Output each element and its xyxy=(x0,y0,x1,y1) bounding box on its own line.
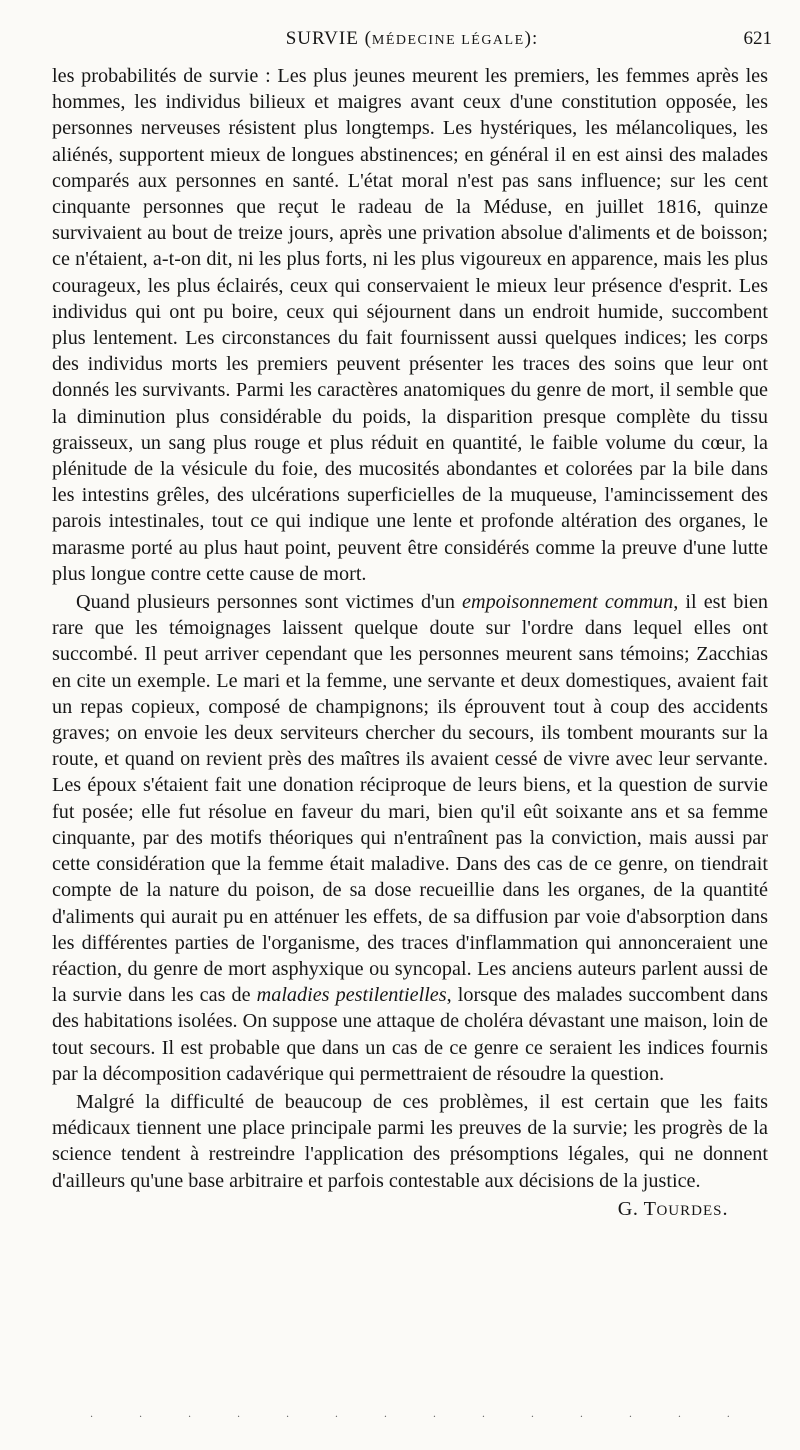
paragraph-1: les probabilités de survie : Les plus jeunes meurent les premiers, les femmes après les hommes, les individus bilieux et maigres avant ceux d'une constitution opposée, les personnes nerveuses résistent plus longtemps. Les hystériques, les mélancoliques, les aliénés, supportent mieux de longues abstinences; en général il en est ainsi des malades comparés aux personnes en santé. L'état moral n'est pas sans influence; sur les cent cinquante personnes que reçut le radeau de la Méduse, en juillet 1816, quinze survivaient au bout de treize jours, après une privation absolue d'aliments et de boisson; ce n'étaient, a-t-on dit, ni les plus forts, ni les plus vigoureux en apparence, mais les plus courageux, les plus éclairés, ceux qui conservaient le mieux leur présence d'esprit. Les individus qui ont pu boire, ceux qui séjournent dans un endroit humide, succombent plus lentement. Les circonstances du fait fournissent aussi quelques indices; les corps des individus morts les premiers peuvent présenter les traces des soins que leur ont donnés les survivants. Parmi les caractères anatomiques du genre de mort, il semble que la diminution plus considérable du poids, la disparition presque complète du tissu graisseux, un sang plus rouge et plus réduit en quantité, le faible volume du cœur, la plénitude de la vésicule du foie, des mucosités abondantes et colorées par la bile dans les intestins grêles, des ulcérations superficielles de la muqueuse, l'amincissement des parois intestinales, tout ce qui indique une lente et profonde altération des organes, le marasme porté au plus haut point, peuvent être considérés comme la preuve d'une lutte plus longue contre cette cause de mort. xyxy=(52,65,768,585)
running-title-end: ): xyxy=(524,28,539,49)
running-title xyxy=(52,28,772,50)
page-header xyxy=(52,28,772,58)
signature-surname: OURDES xyxy=(656,1202,723,1219)
running-title-main: SURVIE ( xyxy=(285,28,372,49)
author-signature xyxy=(618,1196,728,1224)
page-number: 621 xyxy=(743,28,772,49)
body-text xyxy=(52,63,768,1224)
paragraph-2-part-b: , il est bien rare que les témoignages laissent quelque doute sur l'ordre dans lequel elles ont succombé. Il peut arriver cependant que les personnes meurent sans témoins; Zacchias en cite un exemple. Le mari et la femme, une servante et deux domestiques, avaient fait un repas copieux, composé de champignons; ils éprouvent tout à coup des accidents graves; on envoie les deux serviteurs chercher du secours, ils tombent mourants sur la route, et quand on revient près des maîtres ils avaient cessé de vivre avec leur servante. Les époux s'étaient fait une donation réciproque de leurs biens, et la question de survie fut posée; elle fut résolue en faveur du mari, bien qu'il eût soixante ans et sa femme cinquante, par des motifs théoriques qui n'entraînent pas la conviction, mais aussi par cette considération que la femme était maladive. Dans des cas de ce genre, on tiendrait compte de la nature du poison, de sa dose recueillie dans les organes, de la quantité d'aliments qui aurait pu en atténuer les effets, de sa diffusion par voie d'absorption dans les différentes parties de l'organisme, des traces d'inflammation qui annonceraient une réaction, du genre de mort asphyxique ou syncopal. Les anciens auteurs parlent aussi de la survie dans les cas de xyxy=(52,591,768,1007)
paragraph-2-italic-1: empoisonnement commun xyxy=(462,591,674,614)
paragraph-2-part-a: Quand plusieurs personnes sont victimes d'un xyxy=(76,591,463,614)
paragraph-2-part-c: , lorsque des malades succombent dans des habitations isolées. On suppose une attaque de choléra dévastant une maison, loin de tout secours. Il est probable que dans un cas de ce genre ce seraient les indices fournis par la décomposition cadavérique qui permettraient de résoudre la question. xyxy=(52,984,768,1085)
signature-end: . xyxy=(722,1197,728,1220)
paragraph-2 xyxy=(52,589,768,1087)
running-title-smallcaps: MÉDECINE LÉGALE xyxy=(371,33,525,48)
footer-scan-marks: · · · · · · · · · · · · · · xyxy=(90,1412,730,1423)
paragraph-3: Malgré la difficulté de beaucoup de ces problèmes, il est certain que les faits médicaux tiennent une place principale parmi les preuves de la survie; les progrès de la science tendent à restreindre l'application des présomptions légales, qui ne donnent d'ailleurs qu'une base arbitraire et parfois contestable aux décisions de la justice. xyxy=(52,1090,768,1192)
signature-initial: G. T xyxy=(617,1197,657,1220)
signature-line xyxy=(52,1196,768,1224)
paragraph-2-italic-2: maladies pestilentielles xyxy=(256,984,447,1007)
